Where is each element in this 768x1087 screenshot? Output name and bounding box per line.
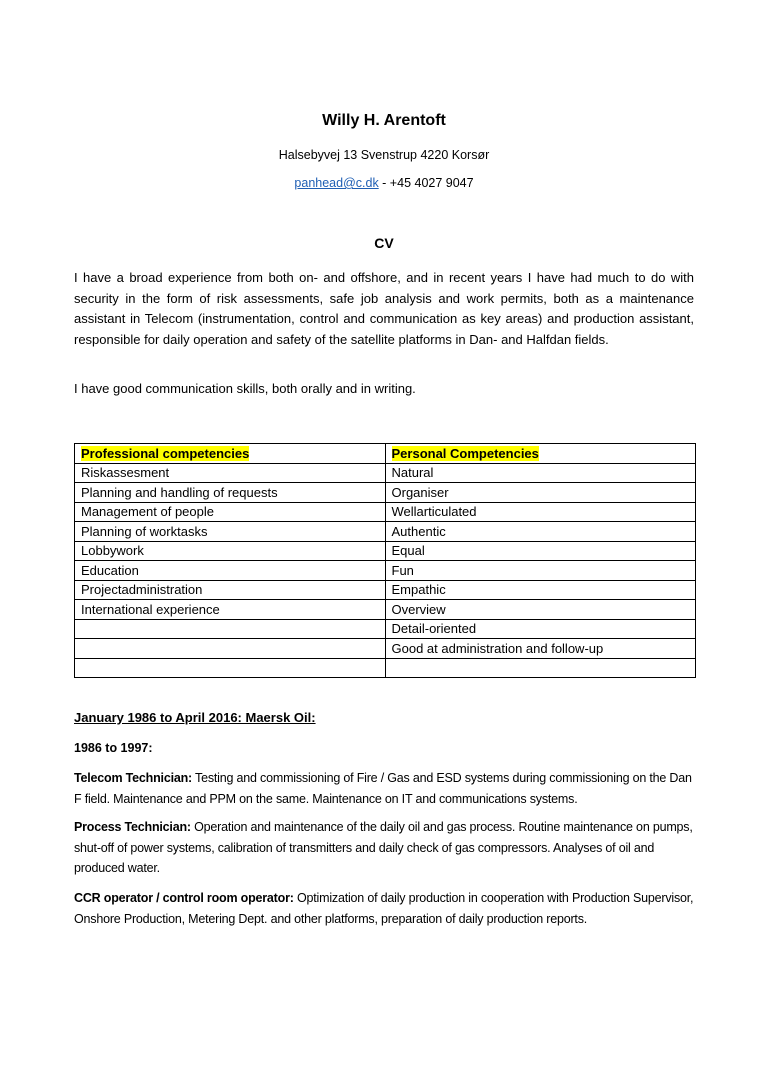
personal-cell	[385, 658, 696, 678]
personal-cell: Empathic	[385, 580, 696, 600]
professional-cell	[75, 639, 386, 659]
professional-cell: Riskassesment	[75, 463, 386, 483]
professional-cell: Management of people	[75, 502, 386, 522]
table-row	[75, 580, 696, 600]
personal-cell: Natural	[385, 463, 696, 483]
table-row	[75, 483, 696, 503]
table-row	[75, 561, 696, 581]
personal-cell: Detail-oriented	[385, 619, 696, 639]
table-row	[75, 658, 696, 678]
personal-cell: Wellarticulated	[385, 502, 696, 522]
candidate-name: Willy H. Arentoft	[322, 112, 446, 129]
professional-cell: International experience	[75, 600, 386, 620]
role-ccr	[74, 888, 696, 929]
table-row	[75, 502, 696, 522]
role-telecom	[74, 768, 696, 809]
role-title: Telecom Technician:	[74, 771, 192, 785]
professional-cell: Lobbywork	[75, 541, 386, 561]
table-row	[75, 463, 696, 483]
role-description: Testing and commissioning of Fire / Gas and ESD systems during commissioning on the Dan F field. Maintenance and PPM on the same. Maintenance on IT and communications systems.	[74, 771, 692, 806]
professional-header: Professional competencies	[81, 445, 250, 461]
personal-cell: Good at administration and follow-up	[385, 639, 696, 659]
role-title: CCR operator / control room operator:	[74, 891, 294, 905]
table-row	[75, 639, 696, 659]
personal-cell: Fun	[385, 561, 696, 581]
table-header-row	[75, 444, 696, 464]
personal-header: Personal Competencies	[391, 445, 539, 461]
personal-header-cell	[385, 444, 696, 464]
role-process	[74, 817, 696, 879]
role-description: Operation and maintenance of the daily oil and gas process. Routine maintenance on pumps, shut-off of power systems, calibration of transmitters and daily check of gas compressors. Analyses of oil and produced water.	[74, 820, 693, 875]
candidate-address: Halsebyvej 13 Svenstrup 4220 Korsør	[278, 148, 490, 162]
personal-cell: Authentic	[385, 522, 696, 542]
table-row	[75, 522, 696, 542]
table-row	[75, 541, 696, 561]
professional-cell: Planning and handling of requests	[75, 483, 386, 503]
professional-cell: Planning of worktasks	[75, 522, 386, 542]
role-description: Optimization of daily production in cooperation with Production Supervisor, Onshore Production, Metering Dept. and other platforms, preparation of daily production reports.	[74, 891, 694, 926]
professional-cell: Projectadministration	[75, 580, 386, 600]
table-row	[75, 600, 696, 620]
phone-number: - +45 4027 9047	[378, 176, 474, 190]
professional-cell	[75, 619, 386, 639]
personal-cell: Overview	[385, 600, 696, 620]
communication-paragraph: I have good communication skills, both orally and in writing.	[74, 381, 416, 396]
employment-heading: January 1986 to April 2016: Maersk Oil:	[74, 710, 316, 725]
intro-paragraph: I have a broad experience from both on- and offshore, and in recent years I have had much to do with security in the form of risk assessments, safe job analysis and work permits, both as a maintenance assistant in Telecom (instrumentation, control and communication as key areas) and production assistant, responsible for daily operation and safety of the satellite platforms in Dan- and Halfdan fields.	[74, 270, 694, 347]
role-title: Process Technician:	[74, 820, 191, 834]
personal-cell: Organiser	[385, 483, 696, 503]
personal-cell: Equal	[385, 541, 696, 561]
professional-cell: Education	[75, 561, 386, 581]
period-heading: 1986 to 1997:	[74, 741, 153, 755]
contact-line	[0, 176, 768, 190]
document-title: CV	[374, 235, 394, 251]
table-row	[75, 619, 696, 639]
professional-cell	[75, 658, 386, 678]
competencies-table	[74, 443, 696, 678]
email-link[interactable]: panhead@c.dk	[294, 176, 379, 190]
professional-header-cell	[75, 444, 386, 464]
